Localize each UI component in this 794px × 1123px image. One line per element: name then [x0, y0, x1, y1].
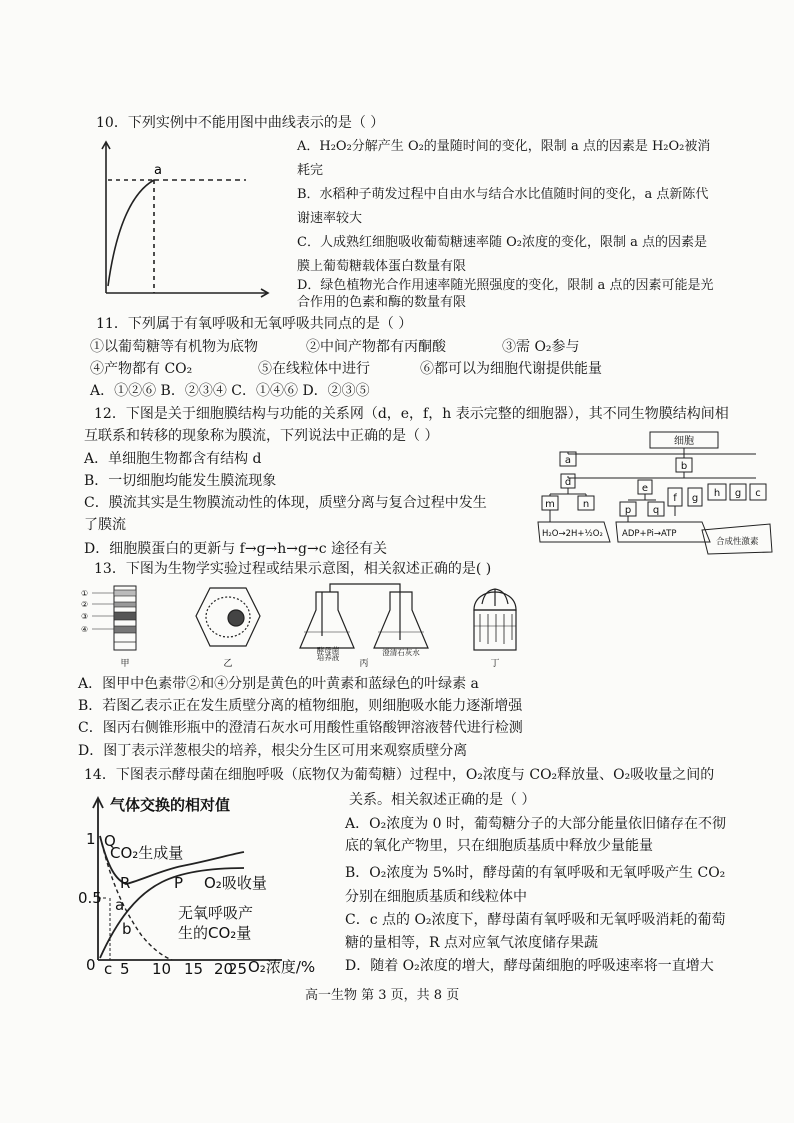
q14-point-Q: Q	[104, 832, 116, 850]
q12-stem-line2: 互联系和转移的现象称为膜流，下列说法中正确的是（ ）	[84, 428, 439, 444]
q14-stem-line2: 关系。相关叙述正确的是（ ）	[349, 792, 536, 808]
q11-statement-3: ③需 O₂参与	[502, 339, 580, 355]
q13-experiment-figures	[78, 580, 558, 672]
q14-x-tick-c: c	[104, 960, 113, 978]
q14-origin: 0	[86, 956, 96, 974]
q11-statement-5: ⑤在线粒体中进行	[258, 361, 370, 377]
q10-option-b-line2: 谢速率较大	[297, 211, 363, 226]
q14-x-tick-20: 20	[214, 960, 234, 978]
q13-option-a: A．图甲中色素带②和④分别是黄色的叶黄素和蓝绿色的叶绿素 a	[78, 676, 479, 692]
q12-stem-line1: 12．下图是关于细胞膜结构与功能的关系网（d，e，f，h 表示完整的细胞器），其不同生物膜结构间相	[94, 406, 729, 422]
q13-option-b: B．若图乙表示正在发生质壁分离的植物细胞，则细胞吸水能力逐渐增强	[78, 698, 523, 714]
q10-option-d-line1: D．绿色植物光合作用速率随光照强度的变化，限制 a 点的因素可能是光	[297, 278, 714, 293]
q10-point-a: a	[154, 163, 162, 178]
q13-option-d: D．图丁表示洋葱根尖的培养，根尖分生区可用来观察质壁分离	[78, 743, 468, 759]
q10-option-a-line2: 耗完	[297, 163, 324, 178]
node-a-label: a	[564, 455, 572, 466]
q14-x-tick-5: 5	[120, 960, 130, 978]
q12-option-c-line2: 了膜流	[84, 517, 126, 533]
q14-y-tick-05: 0.5	[78, 889, 102, 907]
node-cell-label: 细胞	[674, 436, 694, 447]
band-3-label: ③	[81, 612, 89, 621]
q14-x-tick-25: 25	[228, 960, 248, 978]
q10-option-c-line1: C．人成熟红细胞吸收葡萄糖速率随 O₂浓度的变化，限制 a 点的因素是	[297, 235, 707, 250]
q14-option-b-line2: 分别在细胞质基质和线粒体中	[345, 889, 527, 905]
node-p-label: p	[624, 505, 632, 516]
q10-option-a-line1: A．H₂O₂分解产生 O₂的量随时间的变化，限制 a 点的因素是 H₂O₂被消	[297, 139, 711, 154]
q14-x-unit: O₂浓度/%	[248, 958, 316, 976]
q14-anaerobic-label-2: 生的CO₂量	[178, 924, 252, 942]
q11-statement-1: ①以葡萄糖等有机物为底物	[90, 339, 258, 355]
q14-x-tick-15: 15	[184, 960, 204, 978]
page-footer: 高一生物 第 3 页，共 8 页	[305, 988, 460, 1003]
q10-graph	[96, 138, 276, 298]
node-g1-label: g	[691, 493, 699, 504]
node-g2-label: g	[734, 488, 742, 499]
node-d-label: d	[564, 477, 572, 488]
q14-graph-title: 气体交换的相对值	[110, 796, 231, 814]
node-h-label: h	[713, 488, 721, 499]
fig-yi-label: 乙	[223, 659, 233, 669]
q11-statement-2: ②中间产物都有丙酮酸	[306, 339, 446, 355]
q14-option-a-line1: A．O₂浓度为 0 时，葡萄糖分子的大部分能量依旧储存在不彻	[345, 816, 727, 832]
q12-option-b: B．一切细胞均能发生膜流现象	[84, 473, 277, 489]
q14-co2-label: CO₂生成量	[110, 844, 184, 862]
band-2-label: ②	[81, 600, 89, 609]
q13-option-c: C．图丙右侧锥形瓶中的澄清石灰水可用酸性重铬酸钾溶液替代进行检测	[78, 720, 523, 736]
node-c-label: c	[755, 488, 761, 499]
fig-ding-onion	[474, 589, 516, 650]
fig-ding-label: 丁	[490, 659, 500, 669]
reaction1-text: H₂O→2H+½O₂	[542, 529, 603, 539]
q14-anaerobic-label-1: 无氧呼吸产	[178, 904, 254, 922]
band-4-label: ④	[81, 625, 89, 634]
q14-x-tick-10: 10	[152, 960, 172, 978]
q13-stem: 13．下图为生物学实验过程或结果示意图，相关叙述正确的是( )	[94, 561, 492, 577]
q12-option-d: D．细胞膜蛋白的更新与 f→g→h→g→c 途径有关	[84, 541, 388, 557]
q14-option-b-line1: B．O₂浓度为 5%时，酵母菌的有氧呼吸和无氧呼吸产生 CO₂	[345, 865, 726, 881]
band-1-label: ①	[81, 589, 89, 598]
node-b-label: b	[680, 461, 688, 472]
q14-option-a-line2: 底的氧化产物里，只在细胞质基质中释放少量能量	[345, 838, 653, 854]
node-n-label: n	[582, 499, 590, 510]
fig-bing-flasks	[300, 584, 428, 648]
q10-stem: 10．下列实例中不能用图中曲线表示的是（ ）	[96, 115, 385, 131]
q11-statement-6: ⑥都可以为细胞代谢提供能量	[420, 361, 602, 377]
fig-jia-label: 甲	[120, 659, 130, 669]
q10-option-b-line1: B．水稻种子萌发过程中自由水与结合水比值随时间的变化，a 点新陈代	[297, 187, 709, 202]
q14-point-b: b	[122, 920, 132, 938]
q14-respiration-graph	[78, 788, 344, 980]
fig-yi-plant-cell	[196, 588, 260, 646]
node-e-label: e	[641, 483, 649, 494]
flask-left-label-2: 培养液	[316, 653, 340, 662]
q11-stem: 11．下列属于有氧呼吸和无氧呼吸共同点的是（ ）	[96, 316, 413, 332]
q14-option-c-line2: 糖的量相等，R 点对应氧气浓度储存果蔬	[345, 935, 598, 951]
q14-option-d-line1: D．随着 O₂浓度的增大，酵母菌细胞的呼吸速率将一直增大	[345, 958, 714, 974]
hormone-text: 合成性激素	[716, 537, 759, 547]
q14-point-R: R	[120, 874, 131, 892]
fig-bing-label: 丙	[359, 659, 369, 669]
flask-left-label-1: 酵母菌	[316, 646, 340, 655]
q11-options: A．①②⑥ B．②③④ C．①④⑥ D．②③⑤	[90, 383, 370, 399]
q12-membrane-diagram	[532, 430, 777, 560]
q12-option-c-line1: C．膜流其实是生物膜流动性的体现，质壁分离与复合过程中发生	[84, 495, 487, 511]
q14-option-c-line1: C．c 点的 O₂浓度下，酵母菌有氧呼吸和无氧呼吸消耗的葡萄	[345, 912, 726, 928]
q14-o2-label: O₂吸收量	[204, 874, 267, 892]
q14-y-tick-1: 1	[86, 830, 96, 848]
q14-point-P: P	[174, 874, 184, 892]
flask-right-label: 澄清石灰水	[382, 648, 420, 657]
q10-curve	[108, 180, 154, 286]
q10-option-d-line2: 合作用的色素和酶的数量有限	[297, 295, 467, 310]
node-f-label: f	[673, 493, 677, 504]
q14-stem-line1: 14．下图表示酵母菌在细胞呼吸（底物仅为葡萄糖）过程中，O₂浓度与 CO₂释放量、O₂吸收量之间的	[84, 767, 715, 783]
q12-option-a: A．单细胞生物都含有结构 d	[84, 451, 262, 467]
node-m-label: m	[545, 499, 555, 510]
reaction2-text: ADP+Pi→ATP	[622, 529, 677, 539]
q14-point-a: a	[115, 896, 125, 914]
node-q-label: q	[652, 505, 660, 516]
q11-statement-4: ④产物都有 CO₂	[90, 361, 193, 377]
q10-option-c-line2: 膜上葡萄糖载体蛋白数量有限	[297, 259, 467, 274]
fig-jia-chromatography	[92, 586, 136, 650]
